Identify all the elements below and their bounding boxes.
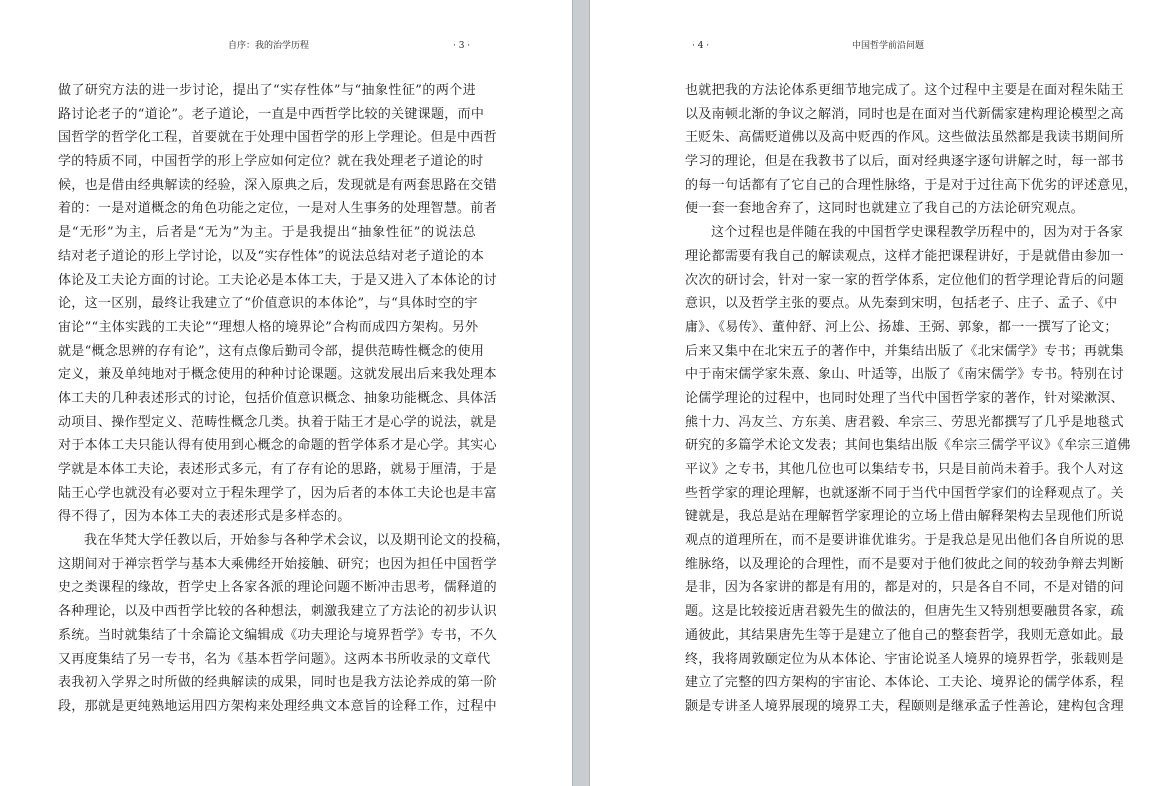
text-line: 通彼此，其结果唐先生等于是建立了他自己的整套哲学，我则无意如此。最 <box>685 627 1124 643</box>
text-line: 路讨论老子的“道论”。老子道论，一直是中西哲学比较的关键课题，而中 <box>58 106 485 122</box>
running-head-title: 中国哲学前沿问题 <box>852 41 925 51</box>
text-line: 建立了完整的四方架构的宇宙论、本体论、工夫论、境界论的儒学体系，程 <box>685 675 1124 691</box>
text-line: 学的特质不同，中国哲学的形上学应如何定位？就在我处理老子道论的时 <box>58 154 484 170</box>
text-line: 就是“概念思辨的存有论”，这有点像后勤司令部，提供范畴性概念的使用 <box>58 343 485 359</box>
text-line: 意识，以及哲学主张的要点。从先秦到宋明，包括老子、庄子、孟子、《中 <box>685 296 1118 312</box>
text-line: 王贬朱、高儒贬道佛以及高中贬西的作风。这些做法虽然都是我读书期间所 <box>685 130 1124 146</box>
text-line: 观点的道理所在，而不是要讲谁优谁劣。于是我总是见出他们各自所说的思 <box>685 533 1124 549</box>
text-line: 宙论”“主体实践的工夫论”“理想人格的境界论”合构而成四方架构。另外 <box>58 319 479 335</box>
text-line: 系统。当时就集结了十余篇论文编辑成《功夫理论与境界哲学》专书，不久 <box>58 627 497 643</box>
text-line: 次次的研讨会，针对一家一家的哲学体系，定位他们的哲学理论背后的问题 <box>685 272 1124 288</box>
text-line: 中于南宋儒学家朱熹、象山、叶适等，出版了《南宋儒学》专书。特别在讨 <box>685 367 1124 383</box>
text-line: 庸》、《易传》、董仲舒、河上公、扬雄、王弼、郭象，都一一撰写了论文； <box>685 319 1118 335</box>
text-line: 着的：一是对道概念的角色功能之定位，一是对人生事务的处理智慧。前者 <box>58 201 497 217</box>
running-head-title: 自序：我的治学历程 <box>228 41 310 51</box>
text-line: 做了研究方法的进一步讨论，提出了“实存性体”与“抽象性征”的两个进 <box>58 83 476 98</box>
text-line: 各种理论，以及中西哲学比较的各种想法，刺激我建立了方法论的初步认识 <box>58 604 497 620</box>
text-line: 得不得了，因为本体工夫的表述形式是多样态的。 <box>58 509 351 525</box>
text-line: 学习的理论，但是在我教书了以后，面对经典逐字逐句讲解之时，每一部书 <box>685 154 1124 170</box>
text-line: 定义，兼及单纯地对于概念使用的种种讨论课题。这就发展出后来我处理本 <box>58 367 497 383</box>
text-line: 以及南顿北渐的争议之解消，同时也是在面对当代新儒家建构理论模型之高 <box>685 106 1124 122</box>
page-body-text <box>58 79 510 719</box>
text-line: 维脉络，以及理论的合理性，而不是要对于他们彼此之间的较劲争辩去判断 <box>685 556 1124 572</box>
text-line: 国哲学的哲学化工程，首要就在于处理中国哲学的形上学理论。但是中西哲 <box>58 130 497 146</box>
text-line: 这个过程也是伴随在我的中国哲学史课程教学历程中的，因为对于各家 <box>711 225 1124 241</box>
text-line: 题。这是比较接近唐君毅先生的做法的，但唐先生又特别想要融贯各家，疏 <box>685 604 1124 620</box>
text-line: 候，也是借由经典解读的经验，深入原典之后，发现就是有两套思路在交错 <box>58 177 497 193</box>
text-line: 些哲学家的理论理解，也就逐渐不同于当代中国哲学家们的诠释观点了。关 <box>685 485 1124 501</box>
text-line: 是“无形”为主，后者是“无为”为主。于是我提出“抽象性征”的说法总 <box>58 225 476 241</box>
text-line: 论儒学理论的过程中，也同时处理了当代中国哲学家的著作，针对梁漱溟、 <box>685 390 1124 406</box>
page-4 <box>590 0 1158 786</box>
text-line: 的每一句话都有了它自己的合理性脉络，于是对于过往高下优劣的评述意见， <box>685 177 1138 193</box>
text-line: 史之类课程的缘故，哲学史上各家各派的理论问题不断冲击思考，儒释道的 <box>58 580 497 596</box>
text-line: 键就是，我总是站在理解哲学家理论的立场上借由解释架构去呈现他们所说 <box>685 509 1124 525</box>
text-line: 表我初入学界之时所做的经典解读的成果，同时也是我方法论养成的第一阶 <box>58 675 497 691</box>
text-line: 体工夫的几种表述形式的讨论，包括价值意识概念、抽象功能概念、具体活 <box>58 390 497 406</box>
page-body-text <box>685 79 1138 719</box>
text-line: 我在华梵大学任教以后，开始参与各种学术会议，以及期刊论文的投稿， <box>84 533 510 549</box>
text-line: 研究的多篇学术论文发表；其间也集结出版《牟宗三儒学平议》《牟宗三道佛 <box>685 438 1131 454</box>
text-line: 动项目、操作型定义、范畴性概念几类。执着于陆王才是心学的说法，就是 <box>58 414 497 430</box>
text-line: 论，这一区别，最终让我建立了“价值意识的本体论”，与“具体时空的宇 <box>58 296 478 312</box>
text-line: 熊十力、冯友兰、方东美、唐君毅、牟宗三、劳思光都撰写了几乎是地毯式 <box>685 414 1124 430</box>
text-line: 陆王心学也就没有必要对立于程朱理学了，因为后者的本体工夫论也是丰富 <box>58 485 497 501</box>
text-line: 平议》之专书，其他几位也可以集结专书，只是目前尚未着手。我个人对这 <box>685 462 1124 477</box>
text-line: 结对老子道论的形上学讨论，以及“实存性体”的说法总结对老子道论的本 <box>58 248 485 264</box>
page-number: · 3 · <box>453 41 471 51</box>
text-line: 是非，因为各家讲的都是有用的，都是对的，只是各自不同，不是对错的问 <box>685 580 1124 596</box>
text-line: 便一套一套地舍弃了，这同时也就建立了我自己的方法论研究观点。 <box>685 201 1085 217</box>
page-3 <box>0 0 572 786</box>
text-line: 体论及工夫论方面的讨论。工夫论必是本体工夫，于是又进入了本体论的讨 <box>58 272 497 288</box>
page-gutter <box>572 0 590 786</box>
text-line: 终，我将周敦颐定位为从本体论、宇宙论说圣人境界的境界哲学，张载则是 <box>685 651 1124 667</box>
text-line: 又再度集结了另一专书，名为《基本哲学问题》。这两本书所收录的文章代 <box>58 651 491 667</box>
text-line: 后来又集中在北宋五子的著作中，并集结出版了《北宋儒学》专书；再就集 <box>685 343 1124 359</box>
text-line: 段，那就是更纯熟地运用四方架构来处理经典文本意旨的诠释工作，过程中 <box>58 698 497 714</box>
text-line: 对于本体工夫只能认得有使用到心概念的命题的哲学体系才是心学。其实心 <box>58 438 497 454</box>
text-line: 也就把我的方法论体系更细节地完成了。这个过程中主要是在面对程朱陆王 <box>685 83 1124 98</box>
text-line: 理论都需要有我自己的解读观点，这样才能把课程讲好，于是就借由参加一 <box>685 248 1124 264</box>
text-line: 学就是本体工夫论，表述形式多元，有了存有论的思路，就易于厘清，于是 <box>58 462 497 477</box>
text-line: 颢是专讲圣人境界展现的境界工夫，程颐则是继承孟子性善论，建构包含理 <box>685 698 1124 714</box>
text-line: 这期间对于禅宗哲学与基本大乘佛经开始接触、研究；也因为担任中国哲学 <box>58 556 497 572</box>
page-number: · 4 · <box>692 41 710 51</box>
